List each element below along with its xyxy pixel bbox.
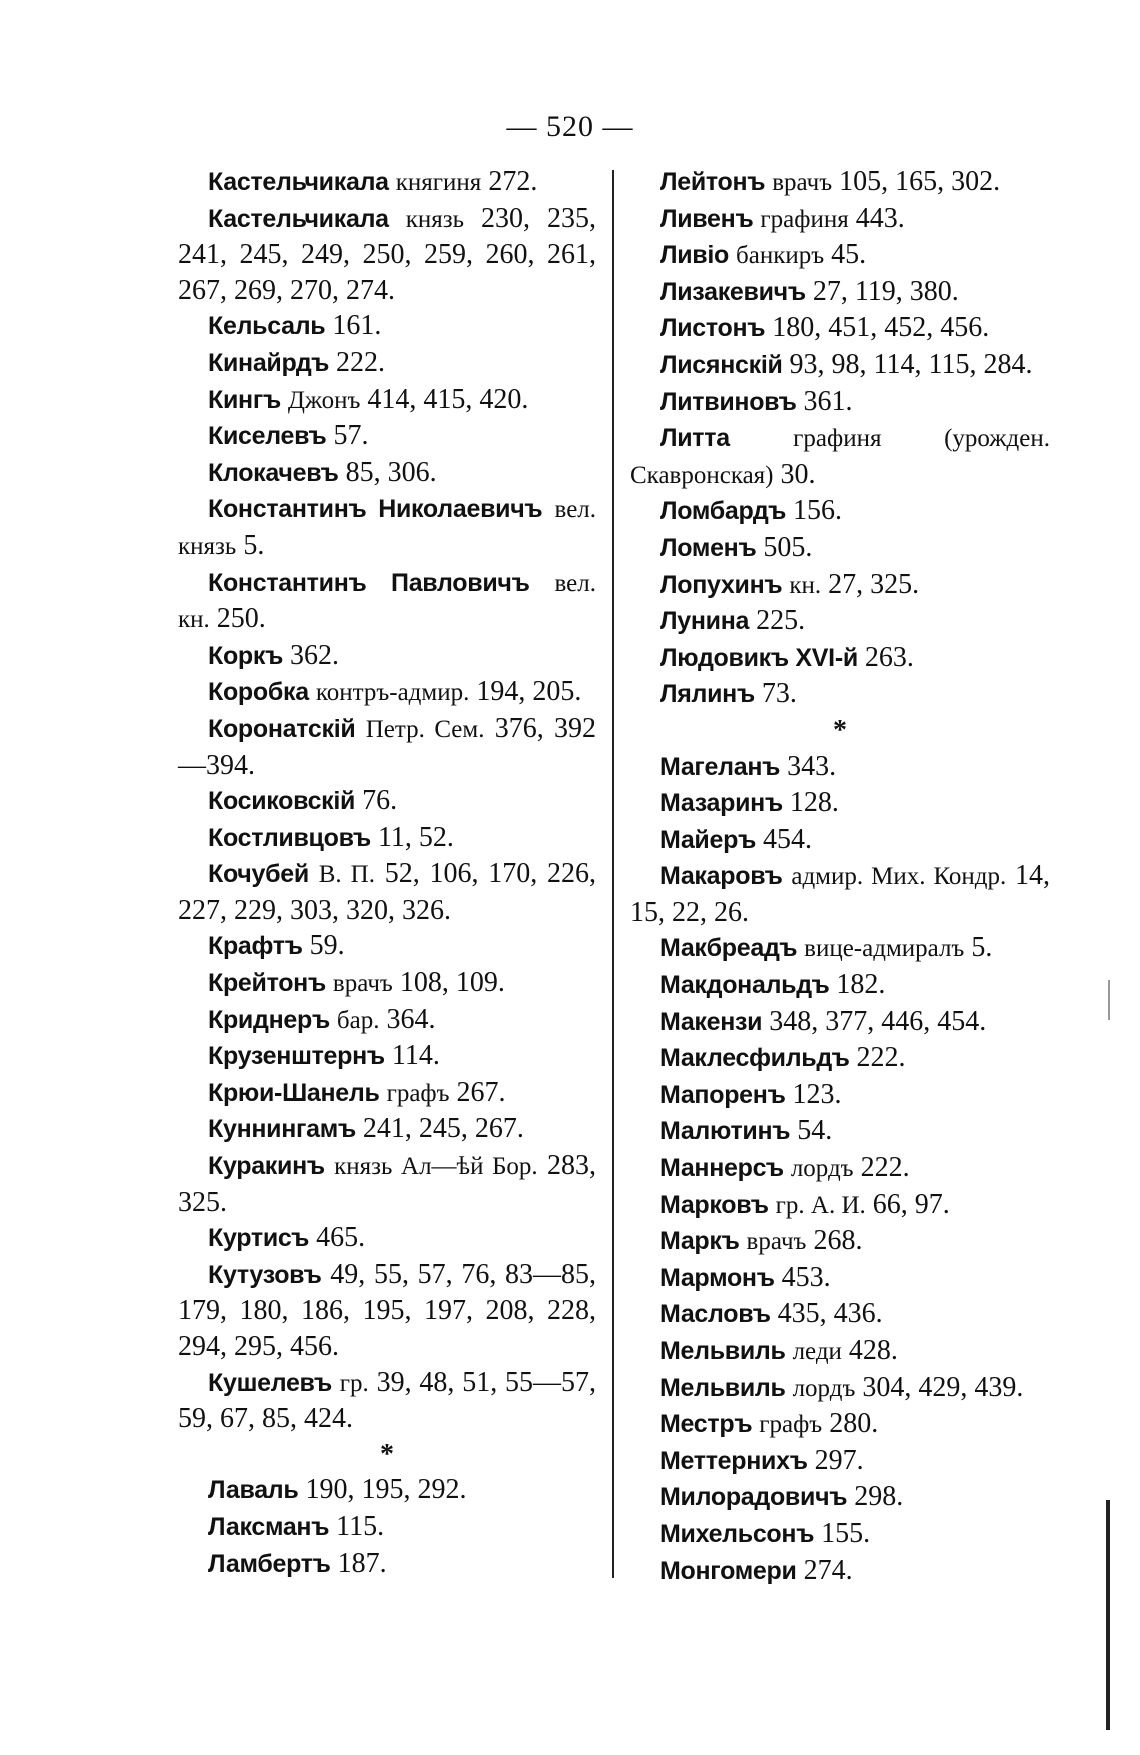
entry-name: Коробка bbox=[208, 678, 309, 707]
index-entry bbox=[630, 567, 1050, 604]
entry-description: графъ bbox=[759, 1411, 823, 1439]
index-entry bbox=[630, 1296, 1050, 1333]
index-entry bbox=[178, 711, 596, 783]
entry-pages: 105, 165, 302. bbox=[839, 166, 1001, 197]
entry-pages: 182. bbox=[836, 969, 886, 1001]
entry-pages: 267. bbox=[456, 1076, 506, 1108]
entry-name: Мапоренъ bbox=[660, 1080, 786, 1109]
entry-pages: 76. bbox=[362, 785, 398, 817]
index-entry bbox=[630, 201, 1050, 238]
index-entry bbox=[178, 345, 596, 382]
entry-pages: 49, 55, 57, 76, 83—85, 179, 180, 186, 195, 197, 208, 228, 294, 295, 456. bbox=[178, 1258, 596, 1362]
index-entry bbox=[178, 1472, 596, 1509]
entry-description: кн. bbox=[789, 571, 822, 599]
entry-description: лордъ bbox=[790, 1155, 854, 1183]
index-entry bbox=[178, 418, 596, 455]
index-entry bbox=[178, 965, 596, 1002]
entry-description: гр. А. И. bbox=[775, 1191, 866, 1219]
entry-pages: 454. bbox=[763, 823, 813, 855]
index-entry bbox=[178, 201, 596, 309]
entry-pages: 348, 377, 446, 454. bbox=[769, 1005, 987, 1037]
entry-pages: 114. bbox=[391, 1040, 440, 1072]
entry-name: Магеланъ bbox=[660, 752, 781, 781]
entry-name: Крюи-Шанель bbox=[208, 1078, 380, 1107]
index-entry bbox=[630, 822, 1050, 859]
index-entry bbox=[630, 1150, 1050, 1187]
entry-name: Лаксманъ bbox=[208, 1512, 330, 1541]
scan-edge-mark bbox=[1106, 1500, 1110, 1730]
index-entry bbox=[630, 1260, 1050, 1297]
entry-pages: 343. bbox=[787, 750, 837, 782]
entry-name: Мармонъ bbox=[660, 1263, 775, 1292]
entry-name: Лейтонъ bbox=[660, 168, 766, 196]
entry-name: Марковъ bbox=[660, 1190, 769, 1219]
entry-name: Малютинъ bbox=[660, 1117, 791, 1146]
entry-name: Макдональдъ bbox=[660, 971, 830, 1000]
entry-name: Кельсаль bbox=[208, 312, 326, 341]
index-entry bbox=[630, 1040, 1050, 1077]
entry-pages: 222. bbox=[860, 1152, 910, 1184]
entry-name: Макбреадъ bbox=[660, 934, 798, 963]
entry-pages: 73. bbox=[761, 678, 797, 710]
entry-name: Крейтонъ bbox=[208, 969, 326, 998]
entry-name: Криднеръ bbox=[208, 1005, 330, 1034]
entry-pages: 443. bbox=[855, 202, 905, 234]
entry-name: Куннингамъ bbox=[208, 1115, 356, 1144]
entry-pages: 93, 98, 114, 115, 284. bbox=[789, 348, 1033, 380]
index-entry bbox=[630, 1370, 1050, 1407]
index-entry bbox=[630, 164, 1050, 201]
entry-description: врачъ bbox=[772, 169, 833, 196]
entry-name: Куракинъ bbox=[208, 1152, 325, 1181]
index-entry bbox=[630, 1479, 1050, 1516]
entry-pages: 453. bbox=[781, 1261, 831, 1293]
entry-pages: 52, 106, 170, 226, 227, 229, 303, 320, 326. bbox=[178, 858, 597, 926]
entry-name: Кочубей bbox=[208, 860, 309, 889]
entry-name: Майеръ bbox=[660, 825, 757, 854]
entry-description: княгиня bbox=[395, 169, 482, 196]
entry-description: графиня bbox=[760, 205, 849, 233]
entry-name: Лаваль bbox=[208, 1476, 299, 1505]
entry-pages: 465. bbox=[316, 1222, 366, 1254]
entry-name: Ломенъ bbox=[660, 533, 757, 562]
entry-pages: 27, 119, 380. bbox=[812, 275, 959, 307]
entry-name: Макензи bbox=[660, 1007, 763, 1036]
entry-name: Лизакевичъ bbox=[660, 277, 806, 306]
entry-name: Константинъ Николаевичъ bbox=[208, 495, 543, 524]
index-entry bbox=[630, 603, 1050, 640]
entry-pages: 5. bbox=[243, 529, 265, 561]
entry-name: Листонъ bbox=[660, 314, 766, 343]
entry-name: Маркъ bbox=[660, 1227, 740, 1256]
entry-pages: 222. bbox=[856, 1042, 906, 1074]
index-entry bbox=[178, 455, 596, 492]
index-entry bbox=[178, 1509, 596, 1546]
entry-name: Клокачевъ bbox=[208, 458, 339, 487]
section-separator: * bbox=[833, 714, 847, 746]
entry-pages: 85, 306. bbox=[345, 456, 437, 488]
index-entry bbox=[630, 676, 1050, 713]
entry-name: Крафтъ bbox=[208, 932, 303, 961]
index-entry bbox=[630, 347, 1050, 384]
column-divider bbox=[612, 170, 614, 1578]
entry-description: Петр. Сем. bbox=[365, 715, 485, 743]
entry-pages: 45. bbox=[831, 239, 867, 271]
index-entry bbox=[630, 384, 1050, 421]
entry-pages: 435, 436. bbox=[777, 1298, 883, 1330]
entry-name: Коркъ bbox=[208, 641, 284, 670]
entry-pages: 272. bbox=[488, 166, 538, 197]
index-entry bbox=[630, 749, 1050, 786]
entry-pages: 250. bbox=[216, 603, 266, 635]
entry-pages: 187. bbox=[337, 1547, 387, 1579]
entry-name: Куртисъ bbox=[208, 1224, 310, 1253]
entry-pages: 27, 325. bbox=[828, 568, 920, 600]
entry-description: князь bbox=[405, 205, 465, 233]
index-entry bbox=[630, 530, 1050, 567]
index-entry bbox=[178, 783, 596, 820]
entry-description: бар. bbox=[336, 1006, 380, 1034]
entry-name: Масловъ bbox=[660, 1300, 771, 1329]
entry-pages: 505. bbox=[763, 531, 813, 563]
index-entry bbox=[178, 638, 596, 675]
index-column-right bbox=[630, 164, 1050, 1589]
index-column-left bbox=[178, 164, 596, 1582]
index-entry bbox=[178, 565, 596, 638]
page-number: — 520 — bbox=[506, 110, 634, 143]
entry-pages: 376, 392—394. bbox=[178, 712, 597, 781]
entry-pages: 180, 451, 452, 456. bbox=[772, 312, 990, 344]
entry-pages: 57. bbox=[333, 420, 369, 452]
entry-name: Мазаринъ bbox=[660, 789, 783, 818]
index-entry bbox=[178, 491, 596, 564]
entry-name: Косиковскій bbox=[208, 787, 356, 816]
index-entry bbox=[178, 382, 596, 419]
entry-pages: 274. bbox=[803, 1554, 853, 1586]
index-entry bbox=[630, 420, 1050, 493]
entry-name: Крузенштернъ bbox=[208, 1042, 385, 1071]
entry-description: адмир. Мих. Кондр. bbox=[791, 863, 1007, 891]
entry-description: врачъ bbox=[746, 1228, 807, 1256]
entry-pages: 268. bbox=[813, 1225, 863, 1257]
entry-pages: 5. bbox=[971, 932, 993, 964]
entry-pages: 297. bbox=[814, 1444, 864, 1476]
entry-description: леди bbox=[792, 1338, 842, 1365]
index-entry bbox=[178, 1111, 596, 1148]
entry-pages: 364. bbox=[386, 1003, 436, 1035]
entry-name: Людовикъ XVI-й bbox=[660, 643, 858, 672]
entry-pages: 241, 245, 267. bbox=[362, 1113, 524, 1145]
index-entry bbox=[178, 856, 596, 928]
entry-name: Мельвиль bbox=[660, 1337, 786, 1365]
entry-name: Местръ bbox=[660, 1410, 753, 1439]
entry-pages: 30. bbox=[780, 458, 816, 490]
entry-description: князь Ал—ѣй Бор. bbox=[334, 1153, 538, 1181]
entry-pages: 362. bbox=[290, 639, 340, 671]
index-entry bbox=[178, 1220, 596, 1257]
entry-pages: 298. bbox=[854, 1481, 904, 1513]
index-entry bbox=[630, 1187, 1050, 1224]
entry-description: контръ-адмир. bbox=[315, 679, 470, 707]
entry-pages: 190, 195, 292. bbox=[305, 1474, 467, 1506]
index-entry bbox=[178, 1002, 596, 1039]
entry-pages: 194, 205. bbox=[476, 676, 582, 708]
index-entry bbox=[630, 1113, 1050, 1150]
index-entry bbox=[630, 1333, 1050, 1370]
index-entry bbox=[178, 1038, 596, 1075]
index-entry bbox=[630, 785, 1050, 822]
entry-description: графъ bbox=[386, 1079, 450, 1107]
entry-description: вел. кн. bbox=[178, 569, 596, 634]
entry-pages: 428. bbox=[848, 1335, 898, 1366]
entry-description: гр. bbox=[339, 1369, 369, 1397]
index-entry bbox=[630, 640, 1050, 677]
entry-name: Кингъ bbox=[208, 385, 281, 414]
entry-name: Михельсонъ bbox=[660, 1519, 815, 1548]
entry-description: банкиръ bbox=[736, 242, 825, 270]
entry-name: Маннерсъ bbox=[660, 1154, 784, 1183]
entry-pages: 156. bbox=[793, 495, 843, 527]
entry-name: Меттернихъ bbox=[660, 1446, 808, 1475]
index-entry bbox=[630, 1553, 1050, 1590]
entry-description: вице-адмиралъ bbox=[804, 935, 965, 963]
index-entry bbox=[178, 164, 596, 201]
entry-pages: 155. bbox=[821, 1517, 871, 1549]
index-entry bbox=[178, 1365, 596, 1437]
index-entry bbox=[630, 930, 1050, 967]
entry-name: Монгомери bbox=[660, 1556, 797, 1585]
entry-name: Ломбардъ bbox=[660, 497, 787, 526]
index-entry bbox=[630, 493, 1050, 530]
entry-name: Ливіо bbox=[660, 241, 729, 270]
entry-pages: 108, 109. bbox=[399, 967, 505, 999]
entry-name: Лисянскій bbox=[660, 350, 783, 379]
index-entry bbox=[630, 967, 1050, 1004]
index-entry bbox=[630, 1443, 1050, 1480]
entry-name: Костливцовъ bbox=[208, 823, 371, 852]
entry-name: Маклесфильдъ bbox=[660, 1044, 850, 1073]
entry-name: Ламбертъ bbox=[208, 1549, 331, 1578]
entry-name: Коронатскій bbox=[208, 714, 356, 743]
entry-pages: 66, 97. bbox=[872, 1188, 950, 1220]
entry-name: Кастельчикала bbox=[208, 168, 389, 196]
entry-pages: 14, 15, 22, 26. bbox=[630, 860, 1051, 928]
section-separator: * bbox=[380, 1438, 394, 1470]
entry-name: Константинъ Павловичъ bbox=[208, 568, 530, 597]
index-entry bbox=[630, 1077, 1050, 1114]
entry-pages: 283, 325. bbox=[178, 1150, 597, 1218]
entry-name: Лялинъ bbox=[660, 680, 755, 709]
entry-name: Лопухинъ bbox=[660, 570, 783, 599]
index-entry bbox=[630, 1004, 1050, 1041]
index-entry bbox=[178, 1148, 596, 1220]
index-entry bbox=[178, 308, 596, 345]
entry-name: Кастельчикала bbox=[208, 204, 389, 233]
index-entry bbox=[630, 237, 1050, 274]
entry-pages: 414, 415, 420. bbox=[367, 383, 529, 415]
index-entry bbox=[630, 1406, 1050, 1443]
entry-name: Кушелевъ bbox=[208, 1368, 332, 1397]
entry-pages: 222. bbox=[336, 346, 386, 378]
entry-description: Джонъ bbox=[287, 386, 361, 414]
entry-name: Мельвиль bbox=[660, 1373, 786, 1402]
entry-name: Милорадовичъ bbox=[660, 1483, 848, 1512]
entry-description: графиня (урожден. Скавронская) bbox=[630, 425, 1050, 489]
entry-pages: 54. bbox=[797, 1115, 833, 1147]
index-entry bbox=[630, 1223, 1050, 1260]
entry-pages: 263. bbox=[864, 641, 914, 673]
index-entry bbox=[630, 274, 1050, 311]
entry-name: Ливенъ bbox=[660, 204, 754, 233]
entry-description: вел. князь bbox=[178, 496, 597, 560]
entry-pages: 280. bbox=[829, 1408, 879, 1440]
entry-pages: 59. bbox=[309, 930, 345, 962]
entry-name: Кутузовъ bbox=[208, 1260, 322, 1289]
index-entry bbox=[178, 820, 596, 857]
entry-name: Киселевъ bbox=[208, 422, 327, 451]
entry-pages: 304, 429, 439. bbox=[862, 1371, 1024, 1403]
scan-edge-mark bbox=[1108, 980, 1110, 1020]
entry-pages: 128. bbox=[789, 787, 839, 819]
entry-description: В. П. bbox=[318, 861, 375, 889]
entry-name: Лунина bbox=[660, 607, 750, 636]
index-entry bbox=[630, 1516, 1050, 1553]
entry-description: врачъ bbox=[332, 970, 393, 998]
entry-name: Кинайрдъ bbox=[208, 348, 330, 377]
index-entry bbox=[178, 1546, 596, 1583]
index-entry bbox=[178, 1075, 596, 1112]
entry-name: Литта bbox=[660, 424, 730, 453]
entry-pages: 11, 52. bbox=[377, 821, 454, 853]
entry-description: лордъ bbox=[792, 1374, 856, 1402]
index-entry bbox=[178, 1257, 596, 1365]
entry-pages: 361. bbox=[803, 385, 853, 417]
entry-pages: 161. bbox=[332, 310, 382, 342]
entry-pages: 39, 48, 51, 55—57, 59, 67, 85, 424. bbox=[178, 1366, 597, 1435]
entry-pages: 225. bbox=[756, 605, 806, 637]
index-entry bbox=[630, 310, 1050, 347]
entry-pages: 230, 235, 241, 245, 249, 250, 259, 260, 261, 267, 269, 270, 274. bbox=[178, 202, 597, 306]
entry-name: Макаровъ bbox=[660, 862, 783, 891]
entry-pages: 123. bbox=[792, 1078, 842, 1110]
index-entry bbox=[178, 674, 596, 711]
entry-name: Литвиновъ bbox=[660, 387, 797, 416]
entry-pages: 115. bbox=[336, 1510, 385, 1542]
index-entry bbox=[630, 858, 1050, 930]
index-entry bbox=[178, 928, 596, 965]
